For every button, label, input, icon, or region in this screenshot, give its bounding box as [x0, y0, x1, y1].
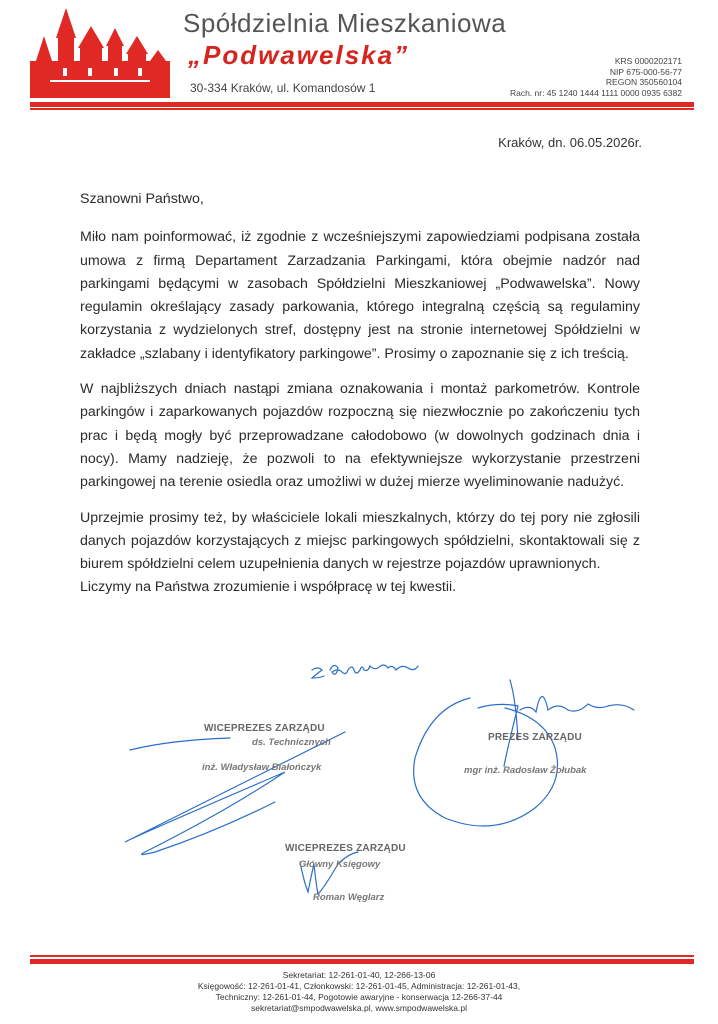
vp-accounting-name: Roman Węglarz	[313, 892, 385, 903]
footer-line: Techniczny: 12-261-01-44, Pogotowie awaryjne - konserwacja 12-266-37-44	[215, 992, 503, 1002]
bank-account: Rach. nr: 45 1240 1444 1111 0000 0935 6382	[509, 87, 682, 98]
nip-number: NIP 675-000-56-77	[609, 66, 682, 77]
salutation: Szanowni Państwo,	[80, 191, 204, 207]
vp-accounting-role: Główny Księgowy	[299, 859, 381, 870]
footer-contacts	[0, 970, 718, 1014]
paragraph: Uprzejmie prosimy też, by właściciele lokali mieszkalnych, którzy do tej pory nie zgłosili danych pojazdów korzystających z miejsc parkingowych spółdzielni, skontaktowali się z biurem spółdzielni celem uzupełnienia danych w rejestrze pojazdów uprawnionych.	[80, 509, 640, 573]
letter-date: Kraków, dn. 06.05.2026r.	[498, 135, 642, 150]
footer-line: Księgowość: 12-261-01-41, Członkowski: 12-261-01-45, Administracja: 12-261-01-43,	[197, 981, 521, 991]
vp-technical-signature-ink	[125, 732, 345, 855]
org-name: Spółdzielnia Mieszkaniowa	[183, 8, 507, 38]
vp-technical-role: ds. Technicznych	[252, 737, 331, 748]
krs-number: KRS 0000202171	[614, 56, 682, 66]
letter-body	[80, 188, 640, 600]
president-name: mgr inż. Radosław Żołubak	[464, 765, 587, 776]
president-title: PREZES ZARZĄDU	[488, 732, 582, 743]
footer-line: Sekretariat: 12-261-01-40, 12-266-13-06	[282, 970, 436, 980]
registration-block	[510, 56, 682, 98]
footer-divider	[30, 959, 694, 964]
president-signature-ink	[414, 680, 634, 826]
header-divider-thin	[30, 108, 694, 110]
vp-technical-title: WICEPREZES ZARZĄDU	[204, 723, 325, 734]
handwritten-signatures	[0, 640, 718, 920]
regon-number: REGON 350560104	[605, 77, 682, 87]
handwritten-note-ink	[312, 665, 418, 678]
footer-divider-thin	[30, 955, 694, 957]
wawel-castle-icon	[30, 6, 170, 98]
paragraph: Miło nam poinformować, iż zgodnie z wcześniejszymi zapowiedziami podpisana została umowa z firmą Departament Zarzadzania Parkingami, która obejmie nadzór nad parkingami będącymi w zasobach Spółdzielni Mieszkaniowej „Podwawelska”. Nowy regulamin określający zasady parkowania, którego integralną częścią są regulaminy korzystania z wydzielonych stref, dostępny jest na stronie internetowej Spółdzielni w zakładce „szlabany i identyfikatory parkingowe”. Prosimy o zapoznanie się z ich treścią.	[80, 229, 640, 362]
closing-line: Liczymy na Państwa zrozumienie i współpracę w tej kwestii.	[80, 579, 457, 596]
org-name-quoted: „Podwawelska”	[188, 40, 410, 70]
org-address: 30-334 Kraków, ul. Komandosów 1	[190, 81, 376, 95]
vp-accounting-title: WICEPREZES ZARZĄDU	[285, 843, 406, 854]
paragraph: W najbliższych dniach nastąpi zmiana oznakowania i montaż parkometrów. Kontrole parkingów i zaparkowanych pojazdów rozpoczną się niezwłocznie po zakończeniu tych prac i będą mogły być przeprowadzane całodobowo (w dowolnych godzinach dnia i nocy). Mamy nadzieję, że pozwoli to na efektywniejsze wykorzystanie przestrzeni parkingowej na terenie osiedla oraz umożliwi w dużej mierze wyeliminowanie nadużyć.	[80, 381, 640, 491]
header-divider	[30, 102, 694, 107]
vp-technical-name: inż. Władysław Białończyk	[202, 762, 322, 773]
footer-line: sekretariat@smpodwawelska.pl, www.smpodwawelska.pl	[250, 1003, 467, 1013]
